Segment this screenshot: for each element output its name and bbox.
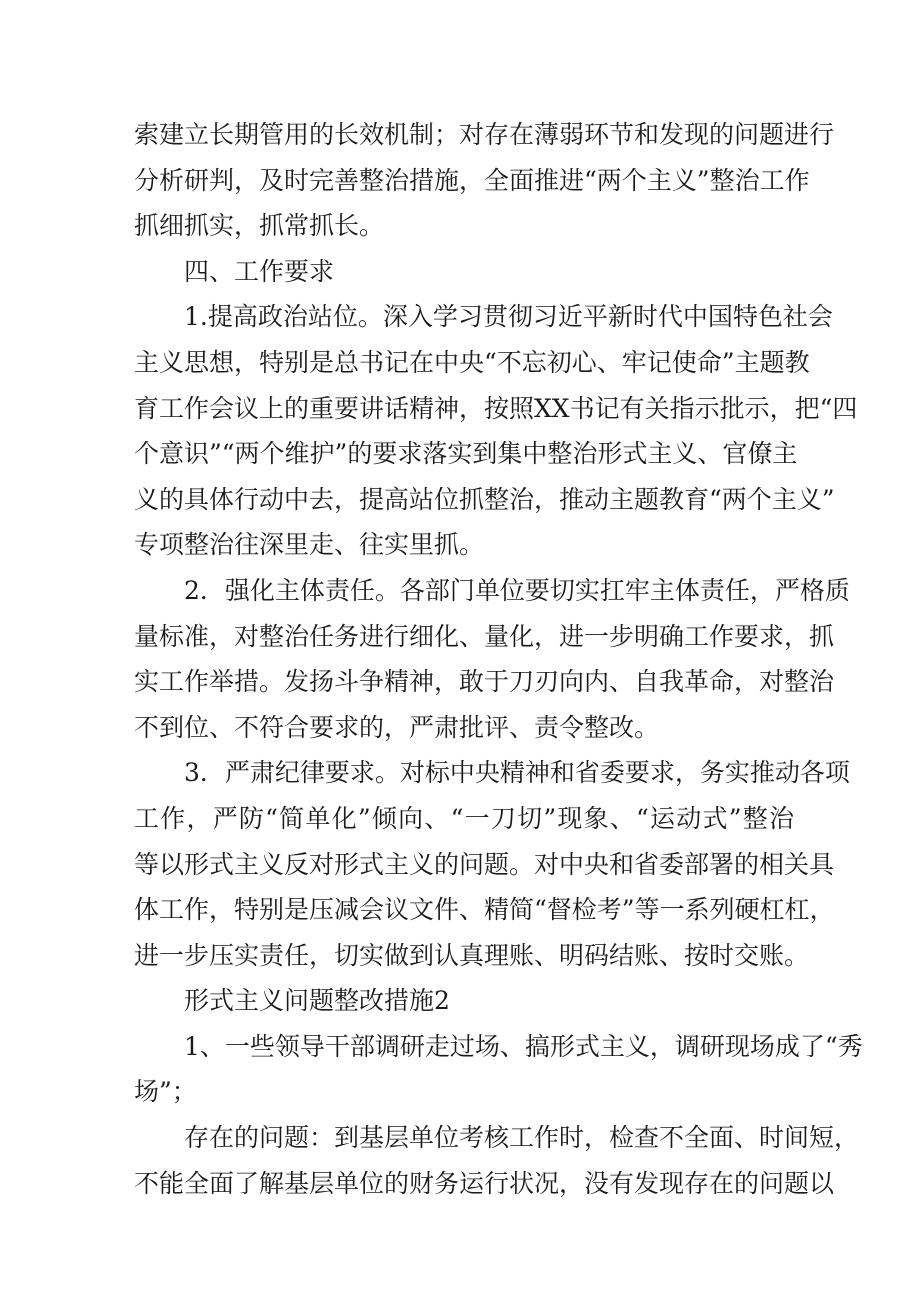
body-line: 等以形式主义反对形式主义的问题。对中央和省委部署的相关具 [134, 849, 835, 879]
body-line: 1、一些领导干部调研走过场、搞形式主义，调研现场成了“秀 [184, 1031, 863, 1061]
body-line: 不到位、不符合要求的，严肃批评、责令整改。 [134, 712, 660, 742]
body-line: 1.提高政治站位。深入学习贯彻习近平新时代中国特色社会 [184, 302, 833, 332]
body-line: 场”； [134, 1077, 197, 1107]
body-line: 体工作，特别是压减会议文件、精简“督检考”等一系列硬杠杠， [134, 895, 835, 925]
body-line: 个意识”“两个维护”的要求落实到集中整治形式主义、官僚主 [134, 439, 798, 469]
body-line: 量标准，对整治任务进行细化、量化，进一步明确工作要求，抓 [134, 621, 835, 651]
body-line: 工作，严防“简单化”倾向、“一刀切”现象、“运动式”整治 [134, 803, 794, 833]
document-body [134, 112, 863, 1206]
body-line: 育工作会议上的重要讲话精神，按照XX书记有关指示批示，把“四 [134, 393, 858, 423]
body-line: 专项整治往深里走、往实里抓。 [134, 530, 485, 560]
body-line: 抓细抓实，抓常抓长。 [134, 211, 385, 241]
body-line: 分析研判，及时完善整治措施，全面推进“两个主义”整治工作 [134, 165, 810, 195]
body-line: 义的具体行动中去，提高站位抓整治，推动主题教育“两个主义” [134, 484, 835, 514]
body-line: 2．强化主体责任。各部门单位要切实扛牢主体责任，严格质 [184, 575, 850, 605]
body-line: 3．严肃纪律要求。对标中央精神和省委要求，务实推动各项 [184, 758, 850, 788]
body-line: 索建立长期管用的长效机制；对存在薄弱环节和发现的问题进行 [134, 120, 835, 149]
body-line: 实工作举措。发扬斗争精神，敢于刀刃向内、自我革命，对整治 [134, 667, 835, 697]
section-heading: 形式主义问题整改措施2 [184, 986, 450, 1016]
body-line: 主义思想，特别是总书记在中央“不忘初心、牢记使命”主题教 [134, 347, 810, 377]
section-heading: 四、工作要求 [184, 256, 335, 286]
body-line: 进一步压实责任，切实做到认真理账、明码结账、按时交账。 [134, 940, 810, 970]
body-line: 存在的问题：到基层单位考核工作时，检查不全面、时间短， [184, 1123, 860, 1153]
body-line: 不能全面了解基层单位的财务运行状况，没有发现存在的问题以 [134, 1168, 835, 1198]
